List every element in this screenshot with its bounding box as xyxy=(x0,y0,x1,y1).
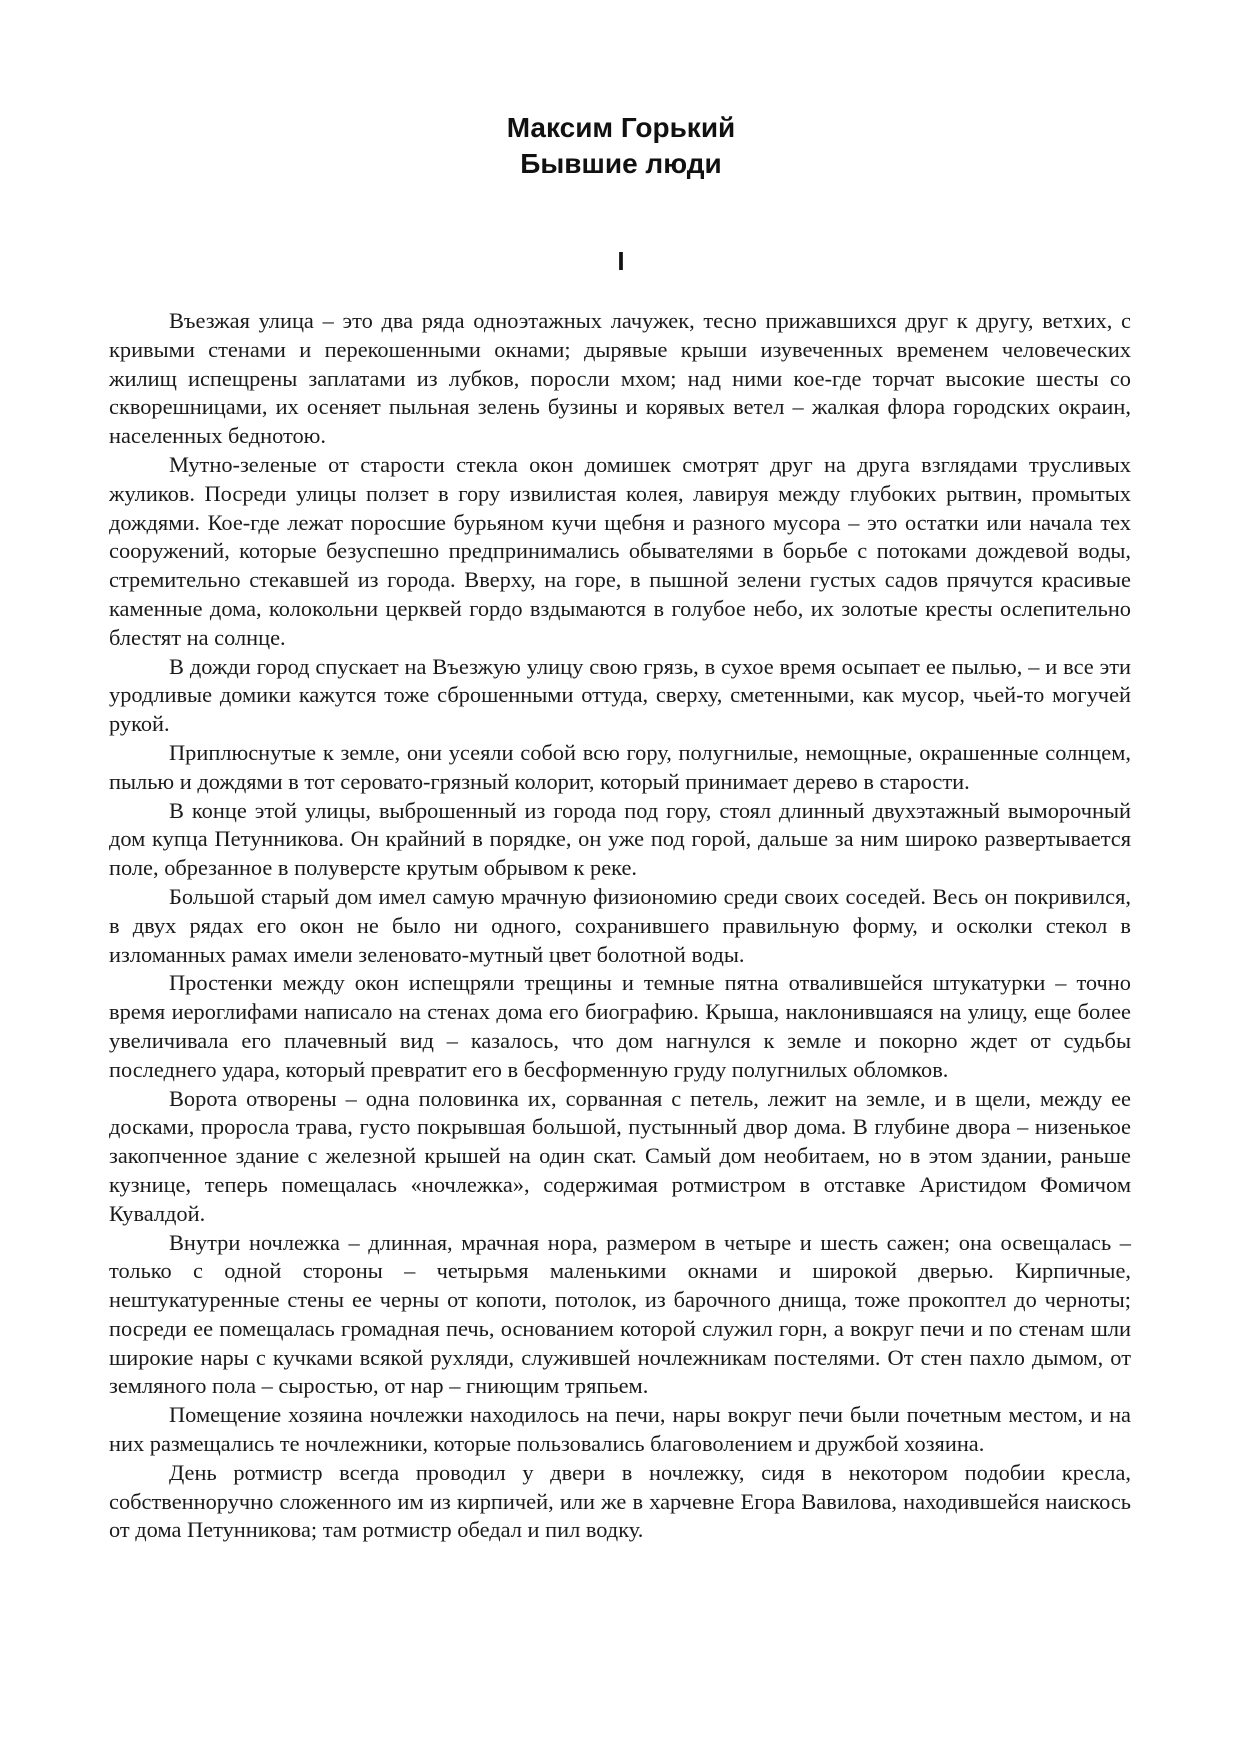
paragraph: Помещение хозяина ночлежки находилось на печи, нары вокруг печи были почетным местом, и на них размещались те ночлежники, которые пользовались благоволением и дружбой хозяина. xyxy=(109,1402,1131,1457)
paragraph: Приплюснутые к земле, они усеяли собой всю гору, полугнилые, немощные, окрашенные солнцем, пылью и дождями в тот серовато-грязный колорит, который принимает дерево в старости. xyxy=(109,739,1131,794)
title-block xyxy=(0,110,1242,182)
chapter-heading: I xyxy=(617,246,625,276)
paragraph: Простенки между окон испещряли трещины и темные пятна отвалившейся штукатурки – точно время иероглифами написало на стенах дома его биографию. Крыша, наклонившаяся на улицу, еще более увеличивала его плачевный вид – казалось, что дом нагнулся к земле и покорно ждет от судьбы последнего удара, который превратит его в бесформенную груду полугнилых обломков. xyxy=(109,970,1131,1082)
work-title: Бывшие люди xyxy=(520,148,722,179)
paragraph: Мутно-зеленые от старости стекла окон домишек смотрят друг на друга взглядами трусливых жуликов. Посреди улицы ползет в гору извилистая колея, лавируя между глубоких рытвин, промытых дождями. Кое-где лежат поросшие бурьяном кучи щебня и разного мусора – это остатки или начала тех сооружений, которые безуспешно предпринимались обывателями в борьбе с потоками дождевой воды, стремительно стекавшей из города. Вверху, на горе, в пышной зелени густых садов прячутся красивые каменные дома, колокольни церквей гордо вздымаются в голубое небо, их золотые кресты ослепительно блестят на солнце. xyxy=(109,451,1131,650)
paragraph: Внутри ночлежка – длинная, мрачная нора, размером в четыре и шесть сажен; она освещалась – только с одной стороны – четырьмя маленькими окнами и широкой дверью. Кирпичные, нештукатуренные стены ее черны от копоти, потолок, из барочного днища, тоже прокоптел до черноты; посреди ее помещалась громадная печь, основанием которой служил горн, а вокруг печи и по стенам шли широкие нары с кучками всякой рухляди, служившей ночлежникам постелями. От стен пахло дымом, от земляного пола – сыростью, от нар – гниющим тряпьем. xyxy=(109,1229,1131,1399)
author-name: Максим Горький xyxy=(506,112,736,143)
paragraph: В конце этой улицы, выброшенный из города под гору, стоял длинный двухэтажный выморочный дом купца Петунникова. Он крайний в порядке, он уже под горой, дальше за ним широко развертывается поле, обрезанное в полуверсте крутым обрывом к реке. xyxy=(109,797,1131,881)
paragraph: В дожди город спускает на Въезжую улицу свою грязь, в сухое время осыпает ее пылью, – и все эти уродливые домики кажутся тоже сброшенными оттуда, сверху, сметенными, как мусор, чьей-то могучей рукой. xyxy=(109,653,1131,737)
paragraph: Въезжая улица – это два ряда одноэтажных лачужек, тесно прижавшихся друг к другу, ветхих, с кривыми стенами и перекошенными окнами; дырявые крыши изувеченных временем человеческих жилищ испещрены заплатами из лубков, поросли мхом; над ними кое-где торчат высокие шесты со скворешницами, их осеняет пыльная зелень бузины и корявых ветел – жалкая флора городских окраин, населенных беднотою. xyxy=(109,308,1131,449)
paragraph: Большой старый дом имел самую мрачную физиономию среди своих соседей. Весь он покривился, в двух рядах его окон не было ни одного, сохранившего правильную форму, и осколки стекол в изломанных рамах имели зеленовато-мутный цвет болотной воды. xyxy=(109,883,1131,967)
paragraph: Ворота отворены – одна половинка их, сорванная с петель, лежит на земле, и в щели, между ее досками, проросла трава, густо покрывшая большой, пустынный двор дома. В глубине двора – низенькое закопченное здание с железной крышей на один скат. Самый дом необитаем, но в этом здании, раньше кузнице, теперь помещалась «ночлежка», содержимая ротмистром в отставке Аристидом Фомичом Кувалдой. xyxy=(109,1085,1131,1226)
paragraph: День ротмистр всегда проводил у двери в ночлежку, сидя в некотором подобии кресла, собственноручно сложенного им из кирпичей, или же в харчевне Егора Вавилова, находившейся наискось от дома Петунникова; там ротмистр обедал и пил водку. xyxy=(109,1459,1131,1543)
body-text xyxy=(109,307,1131,1545)
